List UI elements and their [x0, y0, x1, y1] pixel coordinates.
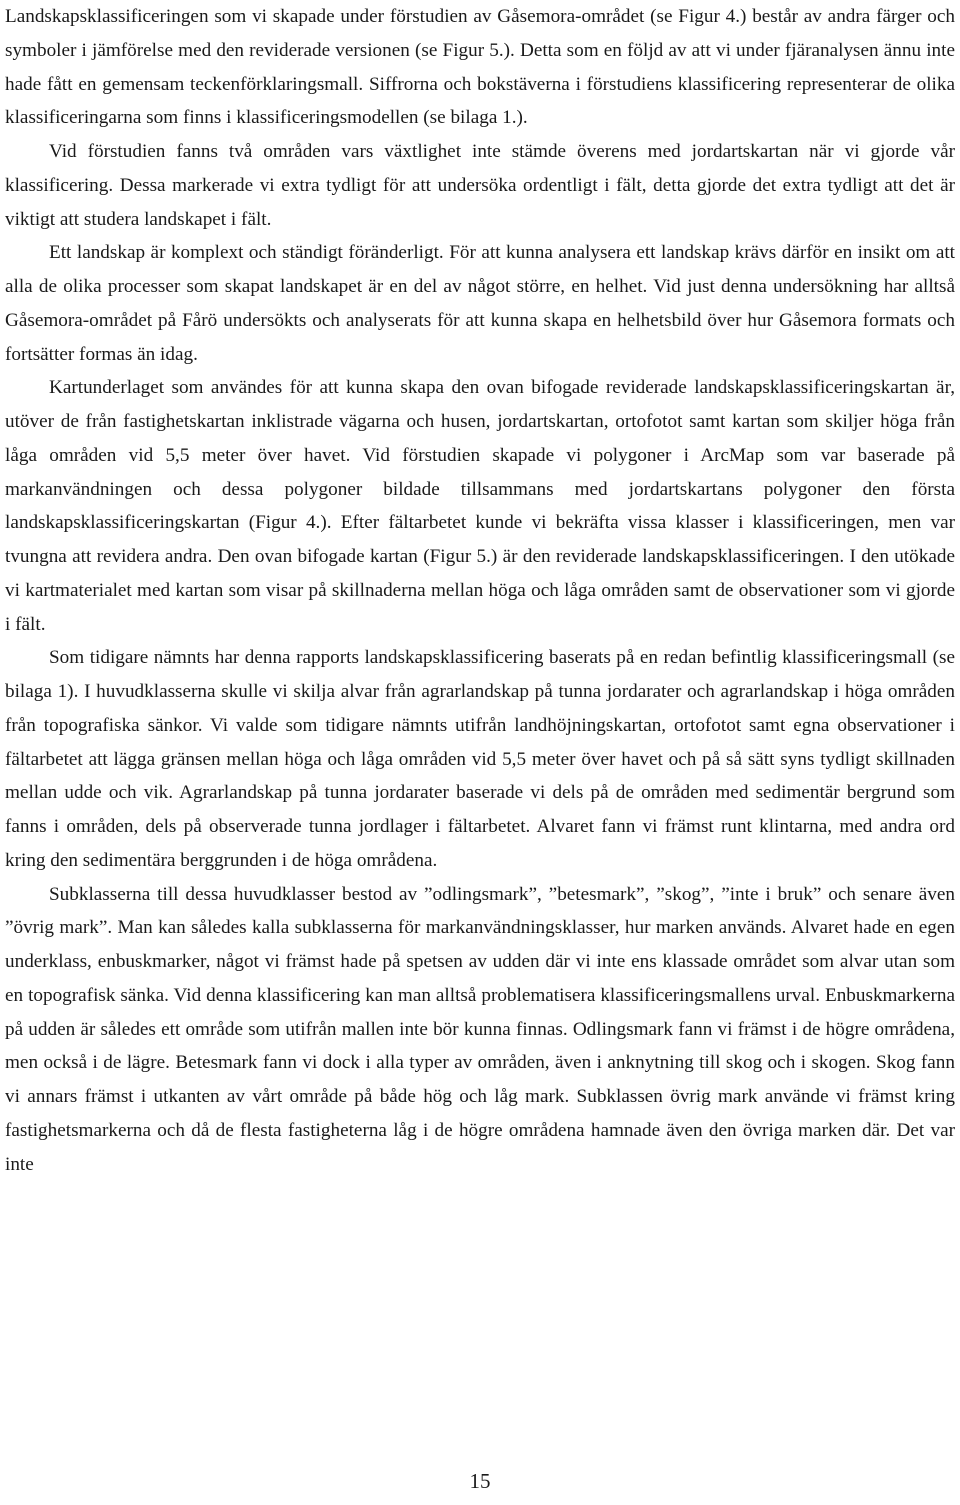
paragraph: Vid förstudien fanns två områden vars växtlighet inte stämde överens med jordartskartan när vi gjorde vår klassificering. Dessa markerade vi extra tydligt för att undersöka ordentligt i fält, detta gjorde det extra tydligt att det är viktigt att studera landskapet i fält.: [5, 141, 955, 230]
paragraph: Landskapsklassificeringen som vi skapade under förstudien av Gåsemora-området (se Figur 4.) består av andra färger och symboler i jämförelse med den reviderade versionen (se Figur 5.). Detta som en följd av att vi under fjäranalysen ännu inte hade fått en gemensam teckenförklaringsmall. Siffrorna och bokstäverna i förstudiens klassificering representerar de olika klassificeringarna som finns i klassificeringsmodellen (se bilaga 1.).: [5, 6, 955, 129]
paragraph: Kartunderlaget som användes för att kunna skapa den ovan bifogade reviderade landskapsklassificeringskartan är, utöver de från fastighetskartan inklistrade vägarna och husen, jordartskartan, ortofotot samt kartan som skiljer höga från låga områden vid 5,5 meter över havet. Vid förstudien skapade vi polygoner i ArcMap som var baserade på markanvändningen och dessa polygoner bildade tillsammans med jordartskartans polygoner den första landskapsklassificeringskartan (Figur 4.). Efter fältarbetet kunde vi bekräfta vissa klasser i klassificeringen, men var tvungna att revidera andra. Den ovan bifogade kartan (Figur 5.) är den reviderade landskapsklassificeringen. I den utökade vi kartmaterialet med kartan som visar på skillnaderna mellan höga och låga områden samt de observationer som vi gjorde i fält.: [5, 377, 955, 635]
paragraph: Ett landskap är komplext och ständigt föränderligt. För att kunna analysera ett landskap krävs därför en insikt om att alla de olika processer som skapat landskapet är en del av något större, en helhet. Vid just denna undersökning har alltså Gåsemora-området på Fårö undersökts och analyserats för att kunna skapa en helhetsbild över hur Gåsemora formats och fortsätter formas än idag.: [5, 242, 955, 365]
paragraph: Subklasserna till dessa huvudklasser bestod av ”odlingsmark”, ”betesmark”, ”skog”, ”inte i bruk” och senare även ”övrig mark”. Man kan således kalla subklasserna för markanvändningsklasser, hur marken används. Alvaret hade en egen underklass, enbuskmarker, något vi främst hade på spetsen av udden där vi inte ens klassade området som alvar utan som en topografisk sänka. Vid denna klassificering kan man alltså problematisera klassificeringsmallens urval. Enbuskmarkerna på udden är således ett område som utifrån mallen inte bör kunna finnas. Odlingsmark fann vi främst i de högre områdena, men också i de lägre. Betesmark fann vi dock i alla typer av områden, även i anknytning till skog och i skogen. Skog fann vi annars främst i utkanten av vårt område på både hög och låg mark. Subklassen övrig mark använde vi främst kring fastighetsmarkerna och då de flesta fastigheterna låg i de högre områdena hamnade även den övriga marken där. Det var inte: [5, 883, 955, 1175]
paragraph: Som tidigare nämnts har denna rapports landskapsklassificering baserats på en redan befintlig klassificeringsmall (se bilaga 1). I huvudklasserna skulle vi skilja alvar från agrarlandskap på tunna jordarater och agrarlandskap i höga områden från topografiska sänkor. Vi valde som tidigare nämnts utifrån landhöjningskartan, ortofotot samt egna observationer i fältarbetet att lägga gränsen mellan höga och låga områden vid 5,5 meter över havet och på så sätt syns tydligt skillnaden mellan udde och vik. Agrarlandskap på tunna jordarater baserade vi dels på de områden med sedimentär bergrund som fanns i områden, dels på observerade tunna jordlager i fältarbetet. Alvaret fann vi främst runt klintarna, med andra ord kring den sedimentära berggrunden i de höga områdena.: [5, 647, 955, 871]
page-number: 15: [469, 1469, 491, 1493]
document-page: [5, 0, 955, 1181]
